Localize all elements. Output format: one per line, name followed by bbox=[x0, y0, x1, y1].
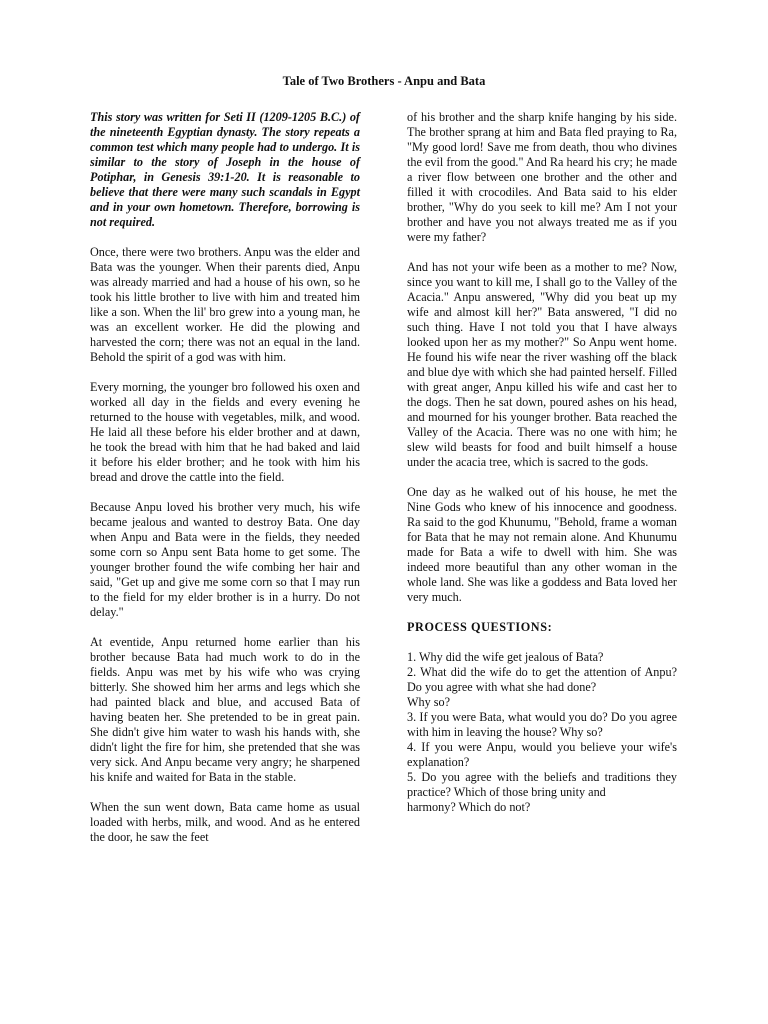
intro-paragraph: This story was written for Seti II (1209-1205 B.C.) of the nineteenth Egyptian dynasty. The story repeats a common test which many people had to undergo. It is similar to the story of Joseph in the house of Potiphar, in Genesis 39:1-20. It is reasonable to believe that there were many such scandals in Egypt and in your own hometown. Therefore, borrowing is not required. bbox=[90, 110, 360, 229]
story-paragraph-6: of his brother and the sharp knife hanging by his side. The brother sprang at him and Bata fled praying to Ra, "My good lord! Save me from death, thou who divines the evil from the good." And Ra heard his cry; he made a river flow between one brother and the other and filled it with crocodiles. And Bata said to his elder brother, "Why do you seek to kill me? Am I not your brother and have you not always treated me as if you were my father? bbox=[407, 110, 677, 244]
story-paragraph-5: When the sun went down, Bata came home as usual loaded with herbs, milk, and wood. And as he entered the door, he saw the feet bbox=[90, 800, 360, 844]
document-title: Tale of Two Brothers - Anpu and Bata bbox=[282, 74, 486, 88]
question-item: Why so? bbox=[407, 695, 450, 709]
left-column bbox=[90, 110, 360, 860]
question-item: 1. Why did the wife get jealous of Bata? bbox=[407, 650, 604, 664]
story-paragraph-1: Once, there were two brothers. Anpu was the elder and Bata was the younger. When their parents died, Anpu was already married and had a house of his own, so he took his little brother to live with him and treated him like a son. When the lil' bro grew into a young man, he was an excellent worker. He did the plowing and harvested the corn; there was not an equal in the land. Behold the spirit of a god was with him. bbox=[90, 245, 360, 364]
question-item: 2. What did the wife do to get the attention of Anpu? Do you agree with what she had done? bbox=[407, 665, 677, 694]
story-paragraph-7: And has not your wife been as a mother to me? Now, since you want to kill me, I shall go to the Valley of the Acacia." Anpu answered, "Why did you beat up my wife and almost kill her?" Bata answered, "I did no such thing. Have I not told you that I have always looked upon her as my mother?" So Anpu went home. He found his wife near the river washing off the black and blue dye with which she had painted herself. Filled with great anger, Anpu killed his wife and cast her to the dogs. Then he sat down, poured ashes on his head, and mourned for his younger brother. Bata reached the Valley of the Acacia. There was no one with him; he slew wild beasts for food and built himself a house under the acacia tree, which is sacred to the gods. bbox=[407, 260, 677, 469]
story-paragraph-8: One day as he walked out of his house, he met the Nine Gods who knew of his innocence and goodness. Ra said to the god Khunumu, "Behold, frame a woman for Bata that he may not remain alone. And Khunumu made for Bata a wife to dwell with him. She was indeed more beautiful than any other woman in the whole land. She was like a goddess and Bata loved her very much. bbox=[407, 485, 677, 604]
question-item: harmony? Which do not? bbox=[407, 800, 531, 814]
question-item: 3. If you were Bata, what would you do? Do you agree with him in leaving the house? Why so? bbox=[407, 710, 677, 739]
process-questions-list bbox=[407, 650, 677, 815]
story-paragraph-3: Because Anpu loved his brother very much, his wife became jealous and wanted to destroy Bata. One day when Anpu and Bata were in the fields, they needed some corn so Anpu sent Bata home to get some. The younger brother found the wife combing her hair and said, "Get up and give me some corn so that I may run to the field for my elder brother is in a hurry. Do not delay." bbox=[90, 500, 360, 619]
story-paragraph-4: At eventide, Anpu returned home earlier than his brother because Bata had much work to do in the fields. Anpu was met by his wife who was crying bitterly. She showed him her arms and legs which she had painted black and blue, and accused Bata of having beaten her. She pretended to be in great pain. She didn't give him water to wash his hands with, she didn't light the fire for him, she pretended that she was very sick. And Anpu became very angry; he sharpened his knife and waited for Bata in the stable. bbox=[90, 635, 360, 784]
question-item: 4. If you were Anpu, would you believe your wife's explanation? bbox=[407, 740, 677, 769]
story-paragraph-2: Every morning, the younger bro followed his oxen and worked all day in the fields and every evening he returned to the house with vegetables, milk, and wood. He laid all these before his elder brother and at dawn, he took the bread with him that he had baked and laid it before his elder brother; and he took with him his bread and drove the cattle into the field. bbox=[90, 380, 360, 484]
question-item: 5. Do you agree with the beliefs and traditions they practice? Which of those bring unity and bbox=[407, 770, 677, 799]
right-column bbox=[407, 110, 677, 815]
process-questions-heading: PROCESS QUESTIONS: bbox=[407, 620, 553, 634]
